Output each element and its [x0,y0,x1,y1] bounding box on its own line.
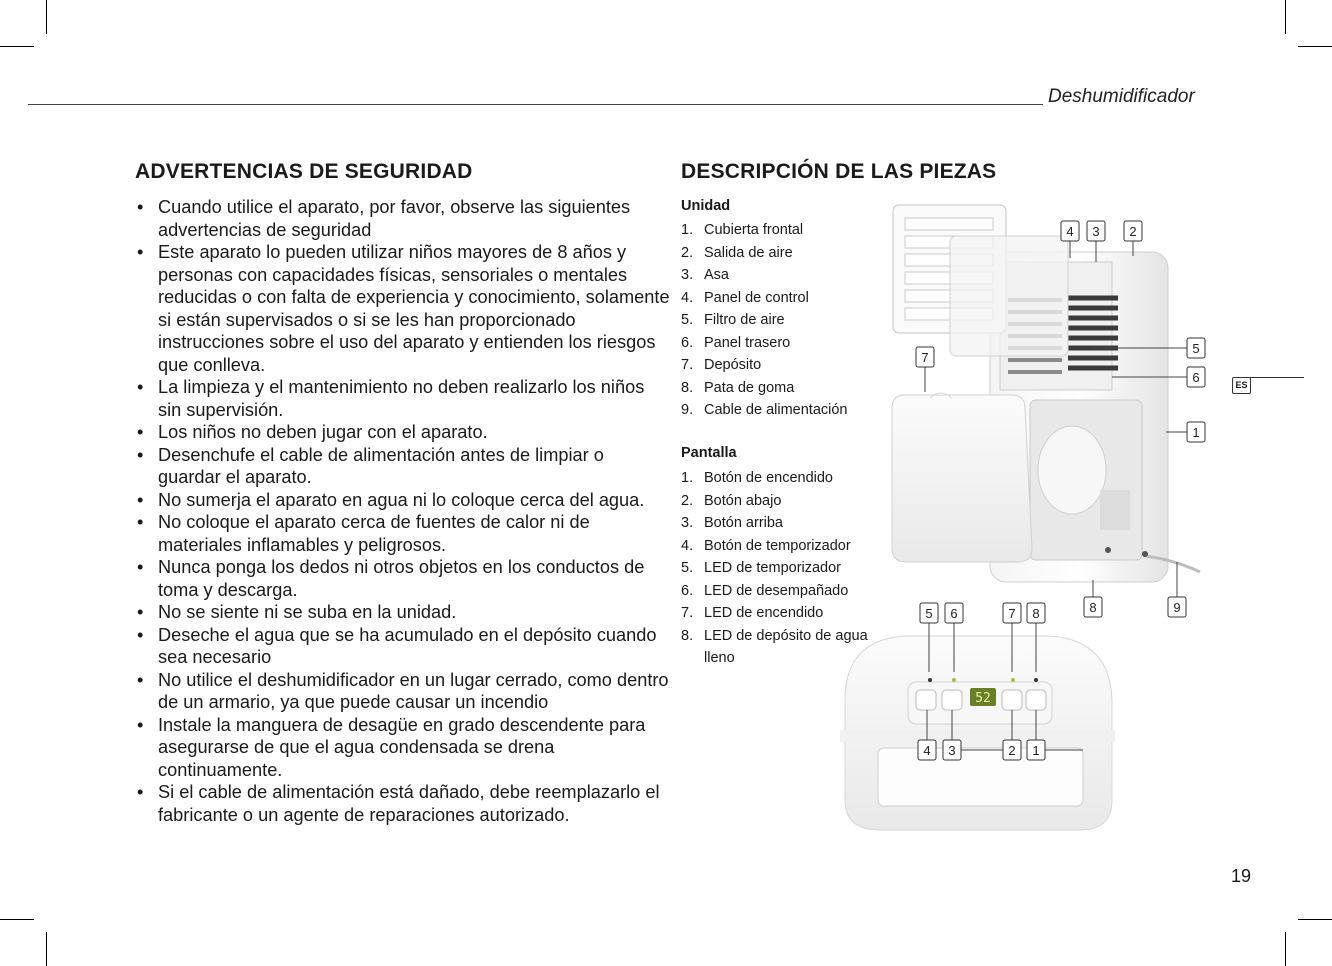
page-number: 19 [1231,866,1252,886]
warning-item: • Desenchufe el cable de alimentación antes de limpiar o guardar el aparato. [135,444,670,489]
svg-text:2: 2 [1129,224,1137,239]
side-tab-rule [1250,377,1304,378]
part-number: 5. [681,560,694,576]
part-number: 4. [681,289,694,306]
svg-text:8: 8 [1089,600,1097,615]
part-number: 7. [681,605,694,621]
part-number: 7. [681,357,694,373]
air-filter-grill [893,205,1068,356]
svg-text:3: 3 [948,743,956,758]
part-number: 2. [681,492,694,509]
part-number: 8. [681,379,694,396]
control-panel-view [840,636,1115,830]
svg-text:6: 6 [1192,370,1200,385]
part-number: 1. [681,222,694,238]
callout-label [1124,221,1142,256]
warning-item: • Instale la manguera de desagüe en grado descendente para asegurarse de que el agua condensada se drena continuamente. [135,714,670,782]
safety-heading: ADVERTENCIAS DE SEGURIDAD [135,160,473,183]
part-label: Depósito [704,357,762,373]
running-header: Deshumidificador [1048,86,1195,107]
part-number: 6. [681,334,694,351]
svg-text:5: 5 [1192,341,1200,356]
svg-text:1: 1 [1192,425,1200,440]
part-number: 2. [681,244,694,261]
part-label: Salida de aire [704,244,793,261]
part-label: Botón arriba [704,515,783,531]
svg-text:4: 4 [1066,224,1074,239]
warning-item: • Los niños no deben jugar con el aparato. [135,421,670,444]
callout-label [1168,562,1186,617]
part-label: Botón abajo [704,492,782,509]
callout-label [1084,580,1102,617]
language-tab: ES [1232,377,1251,394]
svg-text:2: 2 [1008,743,1016,758]
part-number: 5. [681,312,694,328]
svg-text:9: 9 [1173,600,1181,615]
part-label: Filtro de aire [704,312,785,328]
svg-text:7: 7 [921,350,929,365]
part-label: LED de depósito de agua lleno [704,627,868,666]
parts-heading: DESCRIPCIÓN DE LAS PIEZAS [681,160,997,183]
warning-item: • No utilice el deshumidificador en un lugar cerrado, como dentro de un armario, ya que puede causar un incendio [135,669,670,714]
warning-item: • La limpieza y el mantenimiento no deben realizarlo los niños sin supervisión. [135,376,670,421]
svg-text:4: 4 [923,743,931,758]
part-label: Panel trasero [704,334,791,351]
part-label: Cubierta frontal [704,222,804,238]
warning-item: • Este aparato lo pueden utilizar niños mayores de 8 años y personas con capacidades físicas, sensoriales o mentales reducidas o con falta de experiencia y conocimiento, solamente si están supervisados o si se les han proporcionado instrucciones sobre el uso del aparato y entienden los riesgos que conlleva. [135,241,670,376]
svg-text:7: 7 [1008,606,1016,621]
display-subheading: Pantalla [681,445,737,461]
part-label: LED de temporizador [704,560,842,576]
part-number: 6. [681,582,694,599]
svg-text:5: 5 [925,606,933,621]
part-label: Cable de alimentación [704,402,848,418]
warning-item: • Si el cable de alimentación está dañado, debe reemplazarlo el fabricante o un agente de reparaciones autorizado. [135,781,670,826]
display-readout: 52 [975,691,991,706]
svg-text:6: 6 [950,606,958,621]
part-number: 3. [681,267,694,283]
part-number: 8. [681,627,694,644]
svg-text:1: 1 [1032,743,1040,758]
svg-text:3: 3 [1092,224,1100,239]
part-label: LED de encendido [704,605,824,621]
callout-label [916,347,934,392]
part-number: 1. [681,470,694,486]
part-label: Asa [704,267,729,283]
warning-item: • No coloque el aparato cerca de fuentes de calor ni de materiales inflamables y peligrosos. [135,511,670,556]
warning-item: • Deseche el agua que se ha acumulado en el depósito cuando sea necesario [135,624,670,669]
part-number: 3. [681,515,694,531]
part-number: 9. [681,402,694,418]
warning-item: • Cuando utilice el aparato, por favor, observe las siguientes advertencias de seguridad [135,196,670,241]
callout-label [1166,422,1205,442]
water-tank [892,393,1032,562]
warning-item: • No sumerja el aparato en agua ni lo coloque cerca del agua. [135,489,670,512]
part-label: Botón de temporizador [704,537,851,554]
unit-subheading: Unidad [681,198,731,214]
warning-item: • Nunca ponga los dedos ni otros objetos en los conductos de toma y descarga. [135,556,670,601]
warning-item: • No se siente ni se suba en la unidad. [135,601,670,624]
part-label: Panel de control [704,289,809,306]
part-label: Pata de goma [704,379,795,396]
part-label: Botón de encendido [704,470,833,486]
part-label: LED de desempañado [704,582,849,599]
part-number: 4. [681,537,694,554]
svg-text:8: 8 [1032,606,1040,621]
